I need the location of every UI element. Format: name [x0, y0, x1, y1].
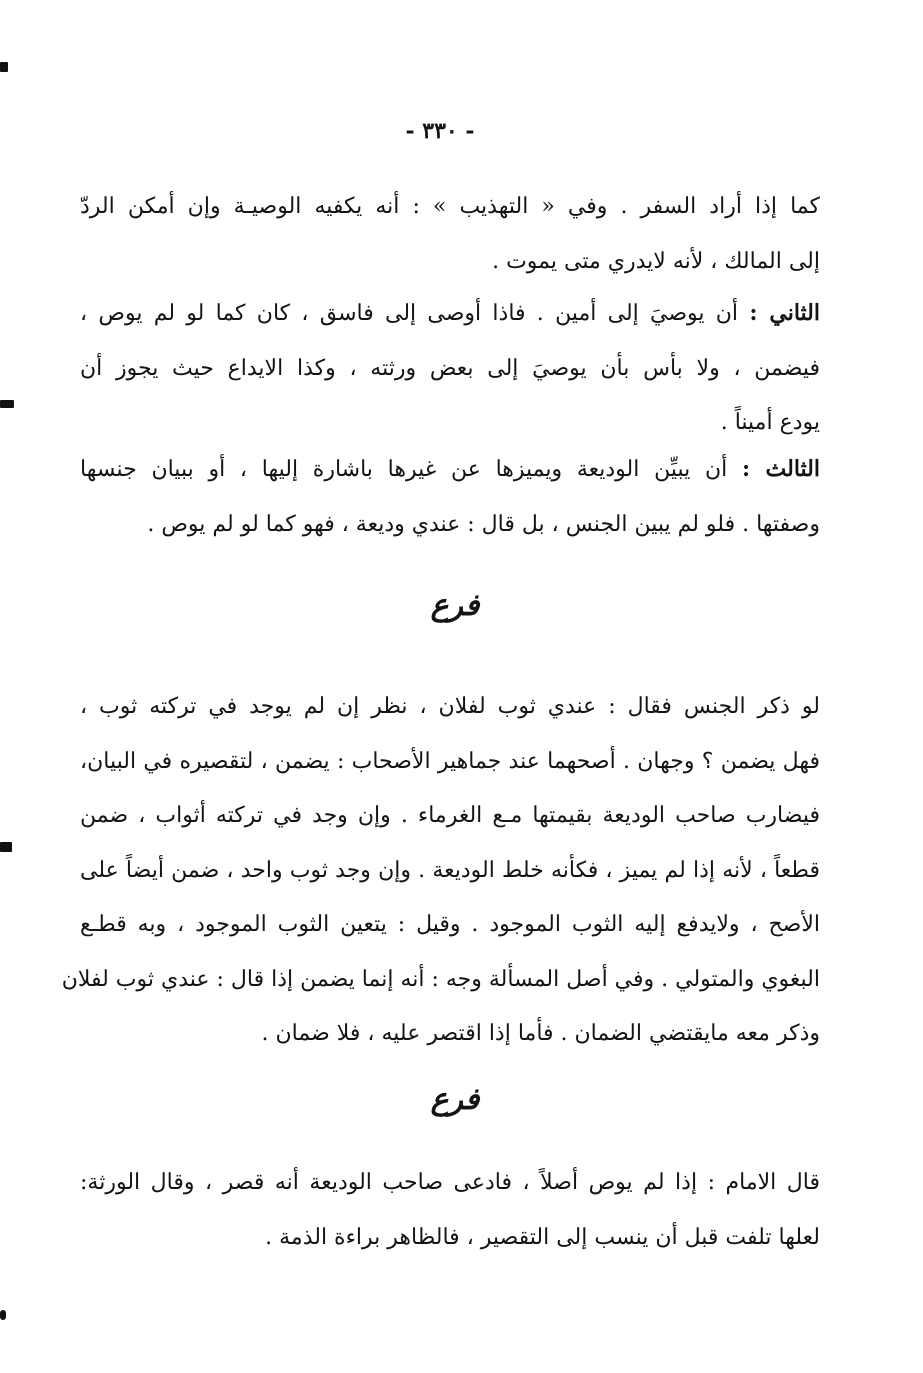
- paragraph-lead: الثاني :: [749, 300, 820, 326]
- paragraph-third-condition: [80, 442, 820, 552]
- text-line: الأصح ، ولايدفع إليه الثوب الموجود . وقيل : يتعين الثوب الموجود ، وبه قطـع: [80, 912, 820, 937]
- paragraph-second-condition: [80, 286, 820, 451]
- margin-mark: [0, 62, 8, 72]
- text-line: قطعاً ، لأنه إذا لم يميز ، فكأنه خلط الوديعة . وإن وجد ثوب واحد ، ضمن أيضاً على: [80, 857, 820, 883]
- text-line-with-lead: [80, 286, 820, 342]
- text-line: يودع أميناً .: [720, 410, 820, 435]
- text-line: البغوي والمتولي . وفي أصل المسألة وجه : أنه إنما يضمن إذا قال : عندي ثوب لفلان: [61, 966, 820, 992]
- text-line: كما إذا أراد السفر . وفي « التهذيب » : أنه يكفيه الوصيـة وإن أمكن الردّ: [80, 194, 820, 219]
- paragraph-genus-mention: [61, 680, 820, 1062]
- text-line: أن يبيِّن الوديعة ويميزها عن غيرها باشارة إليها ، أو ببيان جنسها: [80, 457, 728, 482]
- text-line: فهل يضمن ؟ وجهان . أصحهما عند جماهير الأصحاب : يضمن ، لتقصيره في البيان،: [80, 748, 820, 774]
- text-line: إلى المالك ، لأنه لايدري متى يموت .: [492, 248, 820, 274]
- text-line: فيضارب صاحب الوديعة بقيمتها مـع الغرماء . وإن وجد في تركته أثواب ، ضمن: [80, 803, 820, 828]
- text-line: وصفتها . فلو لم يبين الجنس ، بل قال : عندي وديعة ، فهو كما لو لم يوص .: [147, 511, 820, 537]
- margin-mark: [0, 842, 12, 852]
- page-number: - ٣٣٠ -: [405, 118, 475, 144]
- text-line: لعلها تلفت قبل أن ينسب إلى التقصير ، فالظاهر براءة الذمة .: [265, 1224, 820, 1250]
- paragraph-travel: [80, 180, 820, 289]
- paragraph-imam-statement: [80, 1156, 820, 1265]
- text-line: قال الامام : إذا لم يوص أصلاً ، فادعى صاحب الوديعة أنه قصر ، وقال الورثة:: [80, 1170, 820, 1195]
- text-line: لو ذكر الجنس فقال : عندي ثوب لفلان ، نظر إن لم يوجد في تركته ثوب ،: [80, 694, 820, 719]
- margin-mark: [0, 400, 14, 408]
- text-line: فيضمن ، ولا بأس بأن يوصيَ إلى بعض ورثته ، وكذا الايداع حيث يجوز أن: [80, 355, 820, 381]
- paragraph-lead: الثالث :: [742, 456, 821, 482]
- text-line: وذكر معه مايقتضي الضمان . فأما إذا اقتصر عليه ، فلا ضمان .: [261, 1021, 820, 1046]
- margin-mark: [0, 1310, 6, 1320]
- text-line: أن يوصيَ إلى أمين . فاذا أوصى إلى فاسق ، كان كما لو لم يوص ،: [80, 301, 739, 326]
- section-heading: فرع: [430, 1082, 480, 1117]
- text-line-with-lead: [80, 442, 820, 498]
- section-heading: فرع: [430, 588, 480, 623]
